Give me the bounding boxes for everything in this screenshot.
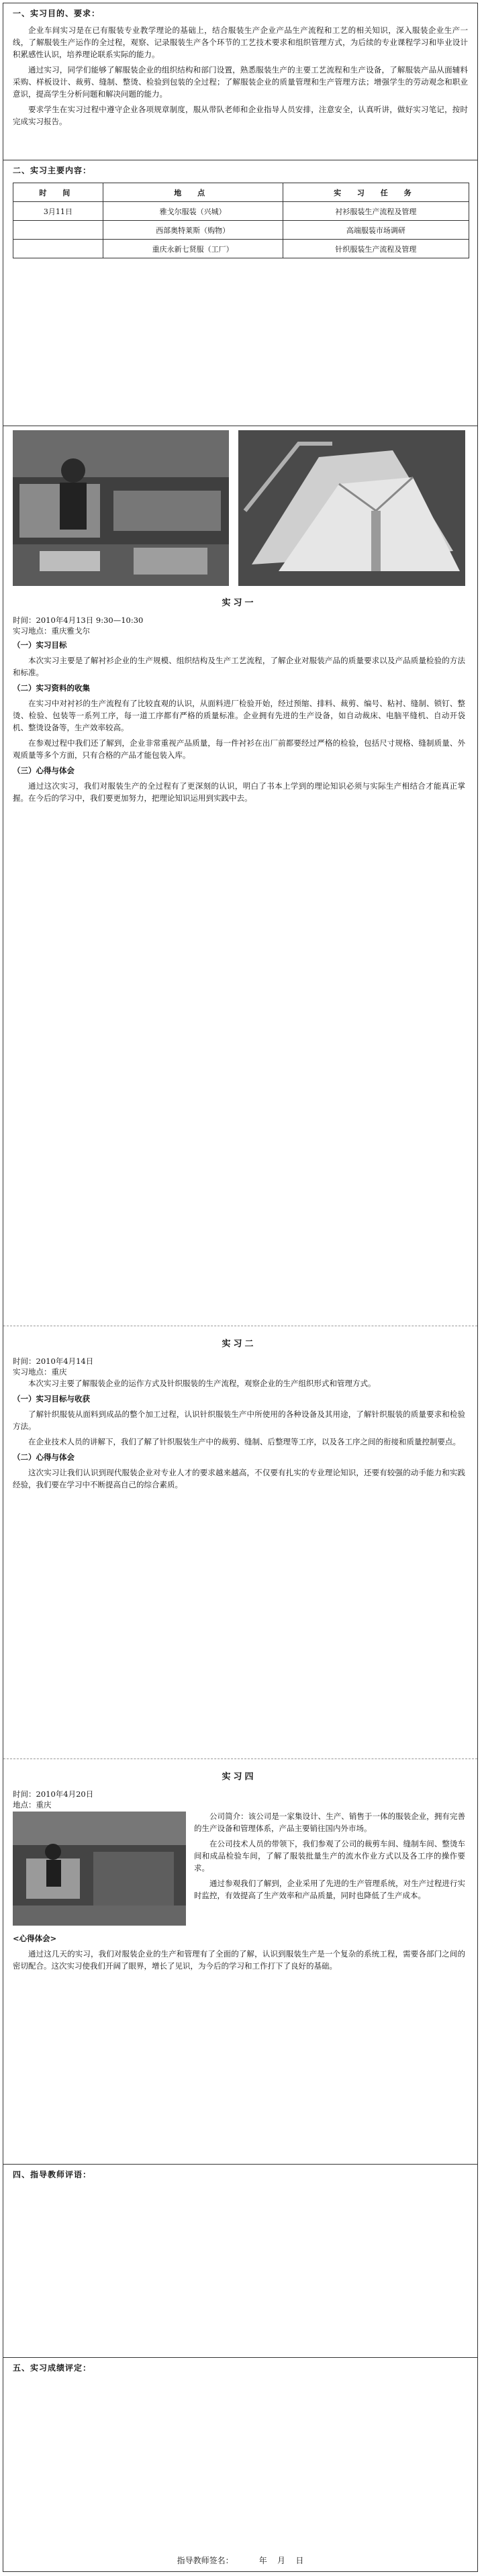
shirts-image	[238, 430, 465, 586]
visit-1-material-heading: （二）实习资料的收集	[13, 683, 90, 693]
visit-1-paragraph-4: 通过这次实习，我们对服装生产的全过程有了更深刻的认识，明白了书本上学到的理论知识必须与实际生产相结合才能真正掌握。在今后的学习中，我们要更加努力，把理论知识运用到实践中去。	[13, 781, 465, 803]
purpose-paragraph-2: 通过实习，同学们能够了解服装企业的组织结构和部门设置，熟悉服装生产的主要工艺流程和生产设备，了解服装产品从面辅料采购、样板设计、裁剪、缝制、整烫、检验到包装的全过程；了解服装企业的质量管理和生产管理方法；增强学生的劳动观念和职业意识，提高学生分析问题和解决问题的能力。	[13, 65, 468, 99]
visit-1-title: 实习一	[222, 598, 256, 608]
table-cell: 西部奥特莱斯（购物）	[103, 221, 283, 240]
section-teacher-comments	[3, 2165, 477, 2358]
visit-2-paragraph-1: 本次实习主要了解服装企业的运作方式及针织服装的生产流程，观察企业的生产组织形式和管理方式。	[28, 1379, 376, 1388]
visit-2-goal-heading: （一）实习目标与收获	[13, 1394, 90, 1403]
visit-1-paragraph-3: 在参观过程中我们还了解到，企业非常重视产品质量，每一件衬衫在出厂前都要经过严格的检验，包括尺寸规格、缝制质量、外观质量等多个方面，只有合格的产品才能包装入库。	[13, 738, 465, 760]
section-grade-title: 五、实习成绩评定：	[13, 2363, 92, 2373]
schedule-table	[13, 183, 469, 258]
visit-1-paragraph-1: 本次实习主要是了解衬衫企业的生产规模、组织结构及生产工艺流程，了解企业对服装产品的质量要求以及产品质量检验的方法和标准。	[13, 656, 465, 677]
table-row	[13, 240, 469, 258]
section-content	[3, 160, 477, 426]
section-grade	[3, 2358, 477, 2571]
factory-floor-photo	[13, 430, 229, 586]
table-cell: 重庆永新七贤服（工厂）	[103, 240, 283, 258]
section-purpose-title: 一、实习目的、要求：	[13, 9, 101, 18]
table-cell: 衬衫服装生产流程及管理	[283, 202, 469, 221]
table-cell: 3月11日	[13, 202, 103, 221]
visit-4-reflection-heading: <心得体会>	[13, 1934, 57, 1943]
visit-1-goal-heading: （一）实习目标	[13, 640, 67, 650]
purpose-paragraph-1: 企业车间实习是在已有服装专业教学理论的基础上，结合服装生产企业产品生产流程和工艺的相关知识，深入服装企业生产一线，了解服装生产运作的全过程，观察、记录服装生产各个环节的工艺技术要求和组织管理方式，为后续的专业课程学习和毕业设计积累感性认识，培养理论联系实际的能力。	[13, 26, 468, 59]
visit-2-paragraph-2: 了解针织服装从面料到成品的整个加工过程，认识针织服装生产中所使用的各种设备及其用途，了解针织服装的质量要求和检验方法。	[13, 1409, 465, 1431]
visit-2-place: 实习地点：重庆	[13, 1367, 67, 1377]
purpose-paragraph-3: 要求学生在实习过程中遵守企业各项规章制度，服从带队老师和企业指导人员安排，注意安全，认真听讲，做好实习笔记，按时完成实习报告。	[13, 105, 468, 126]
visit-1-reflection-heading: （三）心得与体会	[13, 766, 75, 775]
table-row	[13, 202, 469, 221]
visit-2-paragraph-4: 这次实习让我们认识到现代服装企业对专业人才的要求越来越高，不仅要有扎实的专业理论知识，还要有较强的动手能力和实践经验，我们要在学习中不断提高自己的综合素质。	[13, 1468, 465, 1489]
section-teacher-comments-title: 四、指导教师评语：	[13, 2170, 92, 2179]
table-cell: 高端服装市场调研	[283, 221, 469, 240]
visit-4-paragraph-4: 通过这几天的实习，我们对服装企业的生产和管理有了全面的了解，认识到服装生产是一个复杂的系统工程，需要各部门之间的密切配合。这次实习使我们开阔了眼界，增长了见识，为今后的学习和工作打下了良好的基础。	[13, 1949, 465, 1971]
workshop-image	[13, 1812, 186, 1926]
table-row	[13, 221, 469, 240]
visit-4-time: 时间：2010年4月20日	[13, 1789, 94, 1799]
shirts-photo	[238, 430, 465, 586]
table-cell	[13, 221, 103, 240]
visit-4-paragraph-2: 在公司技术人员的带领下，我们参观了公司的裁剪车间、缝制车间、整烫车间和成品检验车间，了解了服装批量生产的流水作业方式以及各工序的操作要求。	[194, 1839, 465, 1873]
section-visits	[3, 426, 477, 2165]
table-header: 实 习 任 务	[283, 183, 469, 202]
visit-2-time: 时间：2010年4月14日	[13, 1356, 94, 1366]
table-header-row	[13, 183, 469, 202]
visit-1-place: 实习地点：重庆雅戈尔	[13, 626, 90, 636]
visit-4-paragraph-3: 通过参观我们了解到，企业采用了先进的生产管理系统，对生产过程进行实时监控，有效提高了生产效率和产品质量，同时也降低了生产成本。	[194, 1879, 465, 1900]
visit-4-place: 地点：重庆	[13, 1800, 52, 1810]
visit-1-paragraph-2: 在实习中对衬衫的生产流程有了比较直观的认识，从面料进厂检验开始，经过预缩、排料、裁剪、编号、粘衬、缝制、锁钉、整烫、检验、包装等一系列工序，每一道工序都有严格的质量标准。企业拥有先进的生产设备，如自动裁床、电脑平缝机、自动开袋机、整烫设备等，生产效率较高。	[13, 699, 465, 732]
visit-2-reflection-heading: （二）心得与体会	[13, 1452, 75, 1462]
visit-2-paragraph-3: 在企业技术人员的讲解下，我们了解了针织服装生产中的裁剪、缝制、后整理等工序，以及各工序之间的衔接和质量控制要点。	[28, 1437, 461, 1446]
table-header: 地 点	[103, 183, 283, 202]
table-cell: 针织服装生产流程及管理	[283, 240, 469, 258]
table-cell	[13, 240, 103, 258]
table-header: 时 间	[13, 183, 103, 202]
visit-4-paragraph-1: 公司简介：该公司是一家集设计、生产、销售于一体的服装企业，拥有完善的生产设备和管理体系，产品主要销往国内外市场。	[194, 1812, 465, 1833]
report-sheet	[3, 3, 478, 2572]
signature-line: 指导教师签名： 年 月 日	[177, 2556, 304, 2565]
section-content-title: 二、实习主要内容：	[13, 166, 92, 175]
table-cell: 雅戈尔服装（兴城）	[103, 202, 283, 221]
visit-4-title: 实习四	[222, 1772, 256, 1782]
workshop-photo	[13, 1812, 186, 1926]
section-purpose	[3, 3, 477, 160]
factory-floor-image	[13, 430, 229, 586]
divider	[3, 1758, 477, 1759]
visit-2-title: 实习二	[222, 1339, 256, 1349]
visit-1-time: 时间：2010年4月13日 9:30—10:30	[13, 615, 144, 625]
